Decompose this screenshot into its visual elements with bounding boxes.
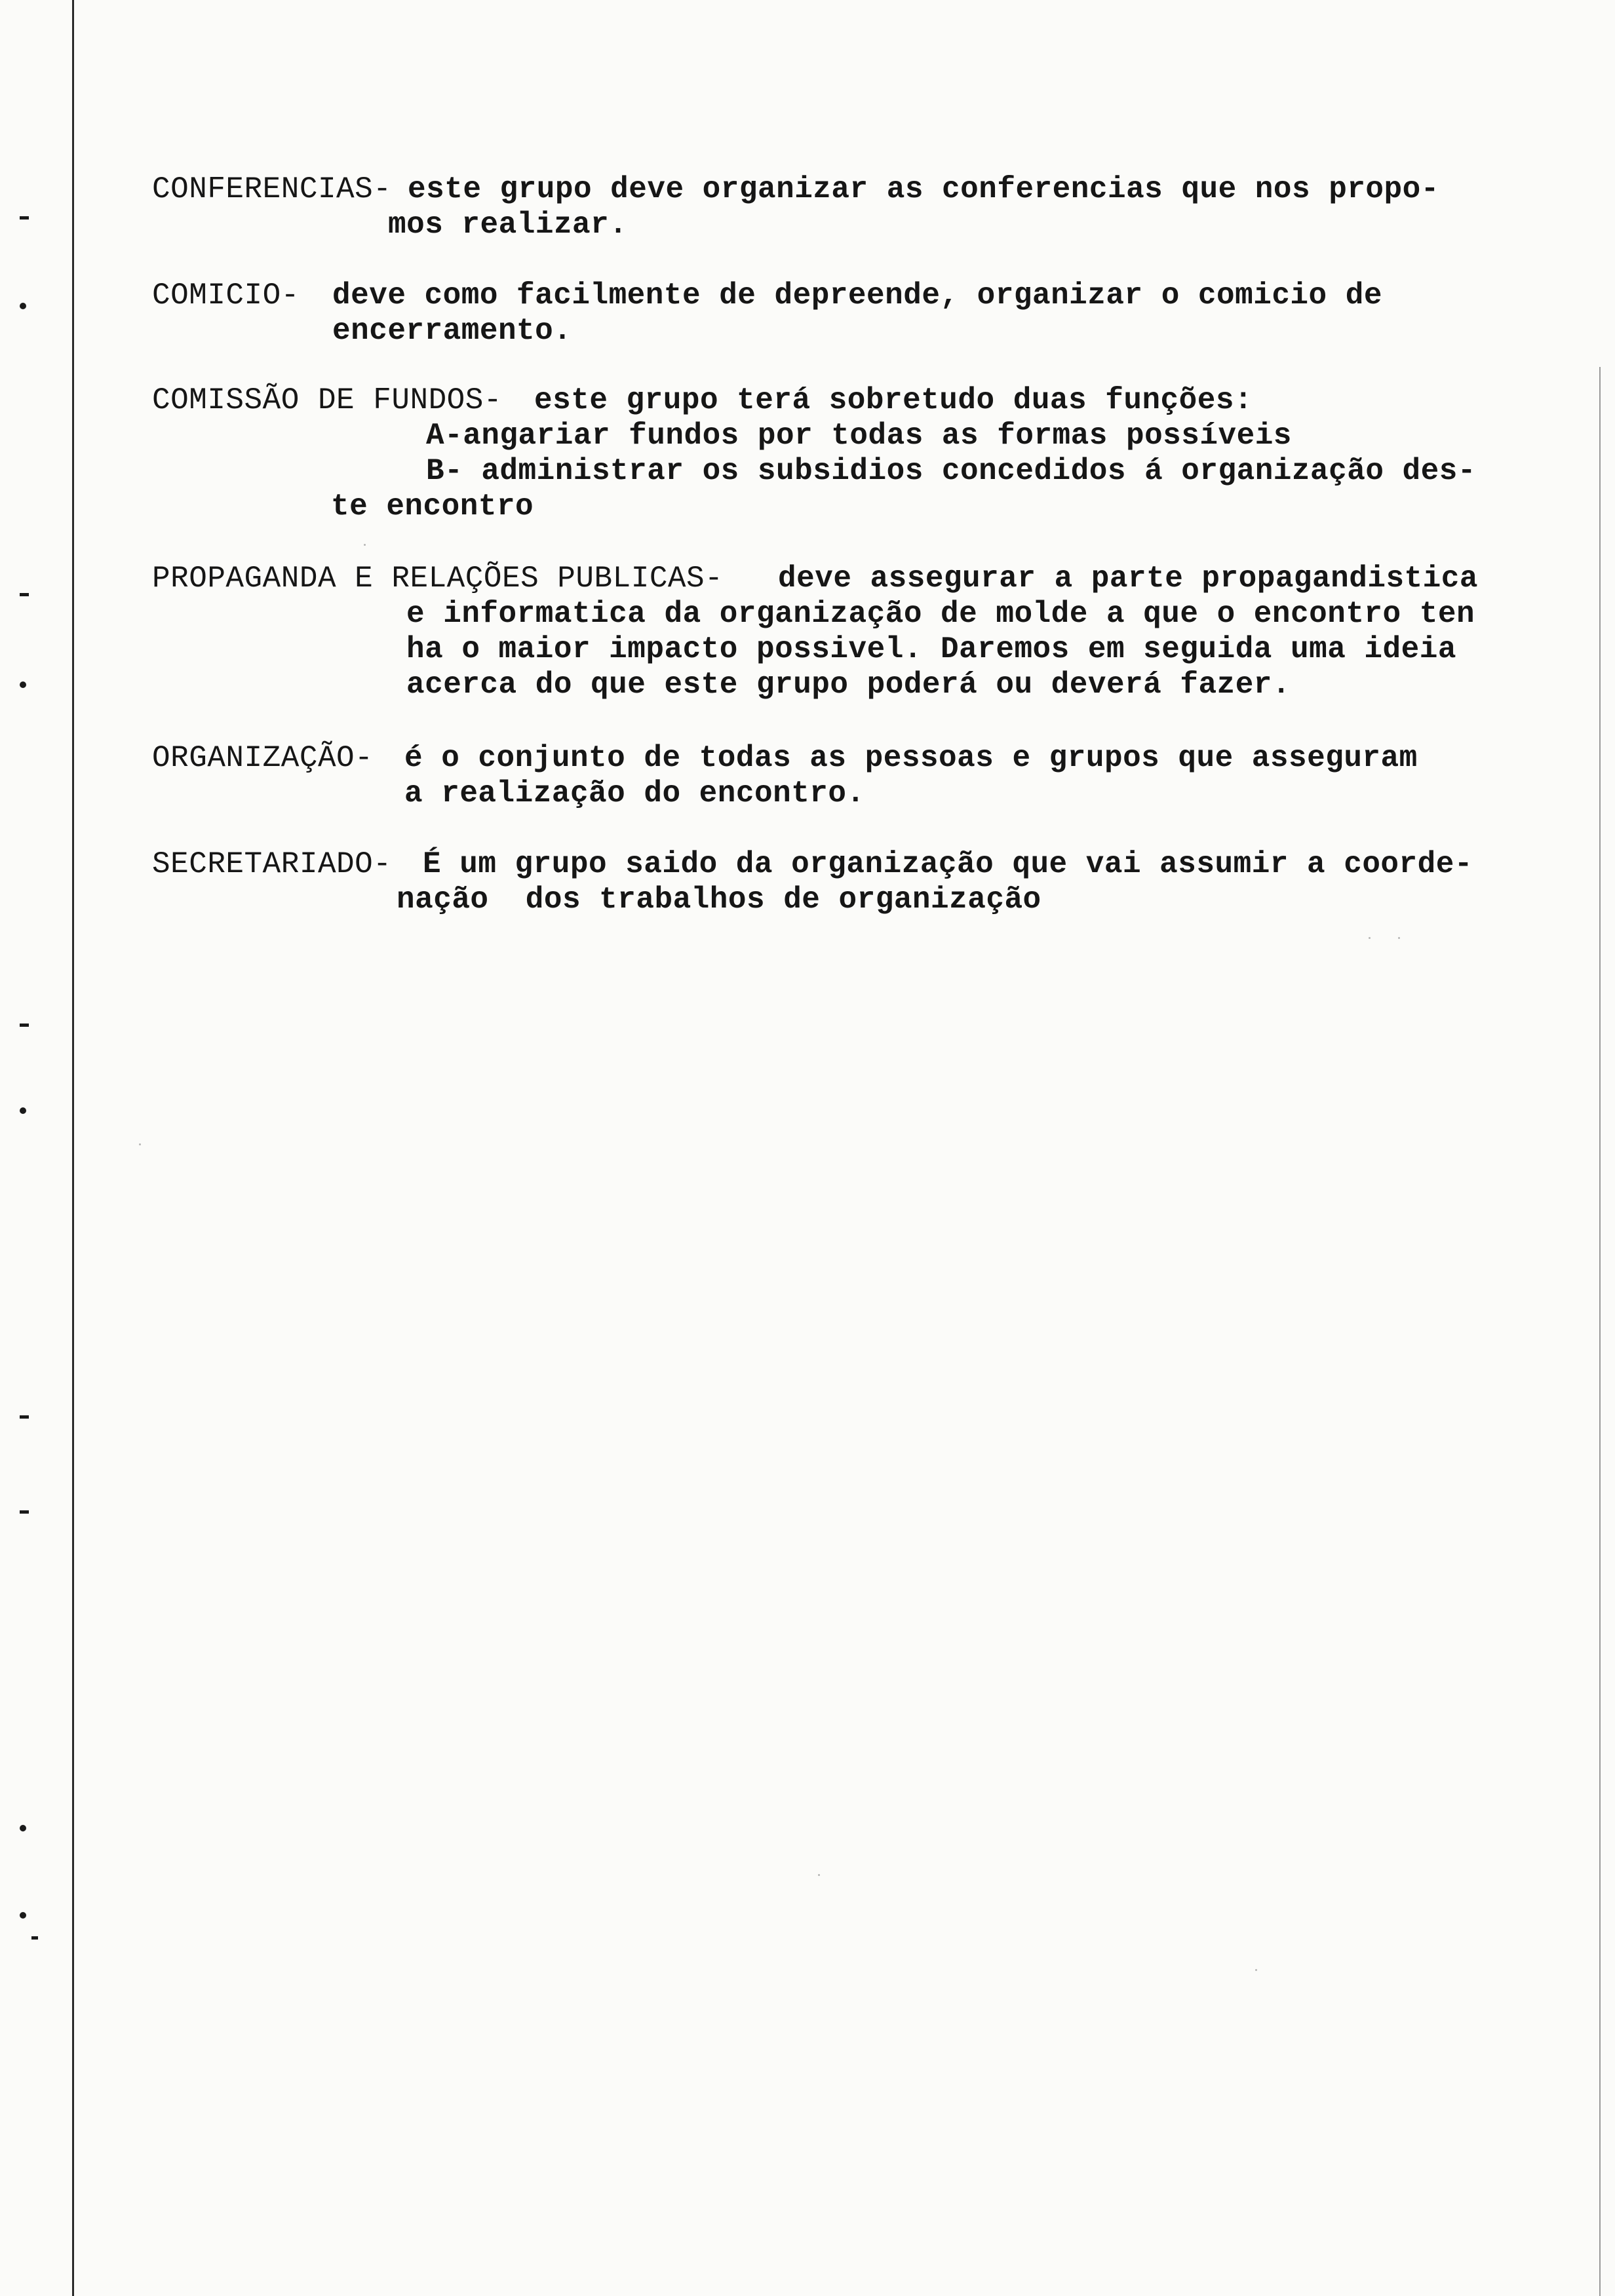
definition-line: É um grupo saido da organização que vai assumir a coorde- [423, 847, 1473, 881]
left-margin-rule [72, 0, 74, 2296]
term-organizacao: ORGANIZAÇÃO- [152, 741, 374, 775]
margin-mark [31, 1936, 38, 1940]
right-edge-rule [1599, 367, 1601, 2296]
term-conferencias: CONFERENCIAS- [152, 172, 392, 206]
margin-mark [20, 1024, 29, 1027]
margin-mark [20, 1912, 26, 1919]
margin-mark [20, 1510, 29, 1514]
definition-line: a realização do encontro. [404, 776, 865, 811]
margin-mark [20, 1107, 26, 1114]
margin-mark [20, 593, 29, 596]
definition-line: ha o maior impacto possivel. Daremos em seguida uma ideia [406, 632, 1456, 666]
definition-line: B- administrar os subsidios concedidos á organização des- [426, 454, 1476, 488]
term-secretariado: SECRETARIADO- [152, 847, 392, 881]
definition-line: mos realizar. [388, 208, 628, 242]
definition-line: é o conjunto de todas as pessoas e grupos que asseguram [404, 741, 1418, 775]
definition-line: deve assegurar a parte propagandistica [778, 562, 1478, 596]
margin-mark [20, 681, 26, 688]
term-propaganda-e-relacoes-publicas: PROPAGANDA E RELAÇÕES PUBLICAS- [152, 562, 724, 596]
scan-speck [1369, 937, 1371, 939]
scan-speck [1398, 937, 1400, 939]
term-comicio: COMICIO- [152, 278, 300, 313]
definition-line: te encontro [331, 489, 534, 524]
definition-line: acerca do que este grupo poderá ou deverá fazer. [406, 668, 1291, 702]
definition-line: encerramento. [332, 314, 572, 348]
scan-speck [1255, 1969, 1257, 1971]
scan-speck [818, 1874, 820, 1876]
definition-line: nação dos trabalhos de organização [397, 883, 1041, 917]
margin-mark [20, 216, 29, 220]
scan-speck [364, 544, 366, 546]
scan-speck [139, 1143, 141, 1145]
term-comissao-de-fundos: COMISSÃO DE FUNDOS- [152, 383, 502, 417]
margin-mark [20, 1415, 29, 1419]
definition-line: deve como facilmente de depreende, organizar o comicio de [332, 278, 1382, 313]
definition-line: A-angariar fundos por todas as formas possíveis [426, 419, 1292, 453]
margin-mark [20, 303, 26, 309]
definition-line: este grupo deve organizar as conferencias que nos propo- [408, 172, 1439, 206]
definition-line: e informatica da organização de molde a que o encontro ten [406, 597, 1475, 631]
definition-line: este grupo terá sobretudo duas funções: [534, 383, 1253, 417]
margin-mark [20, 1825, 26, 1831]
